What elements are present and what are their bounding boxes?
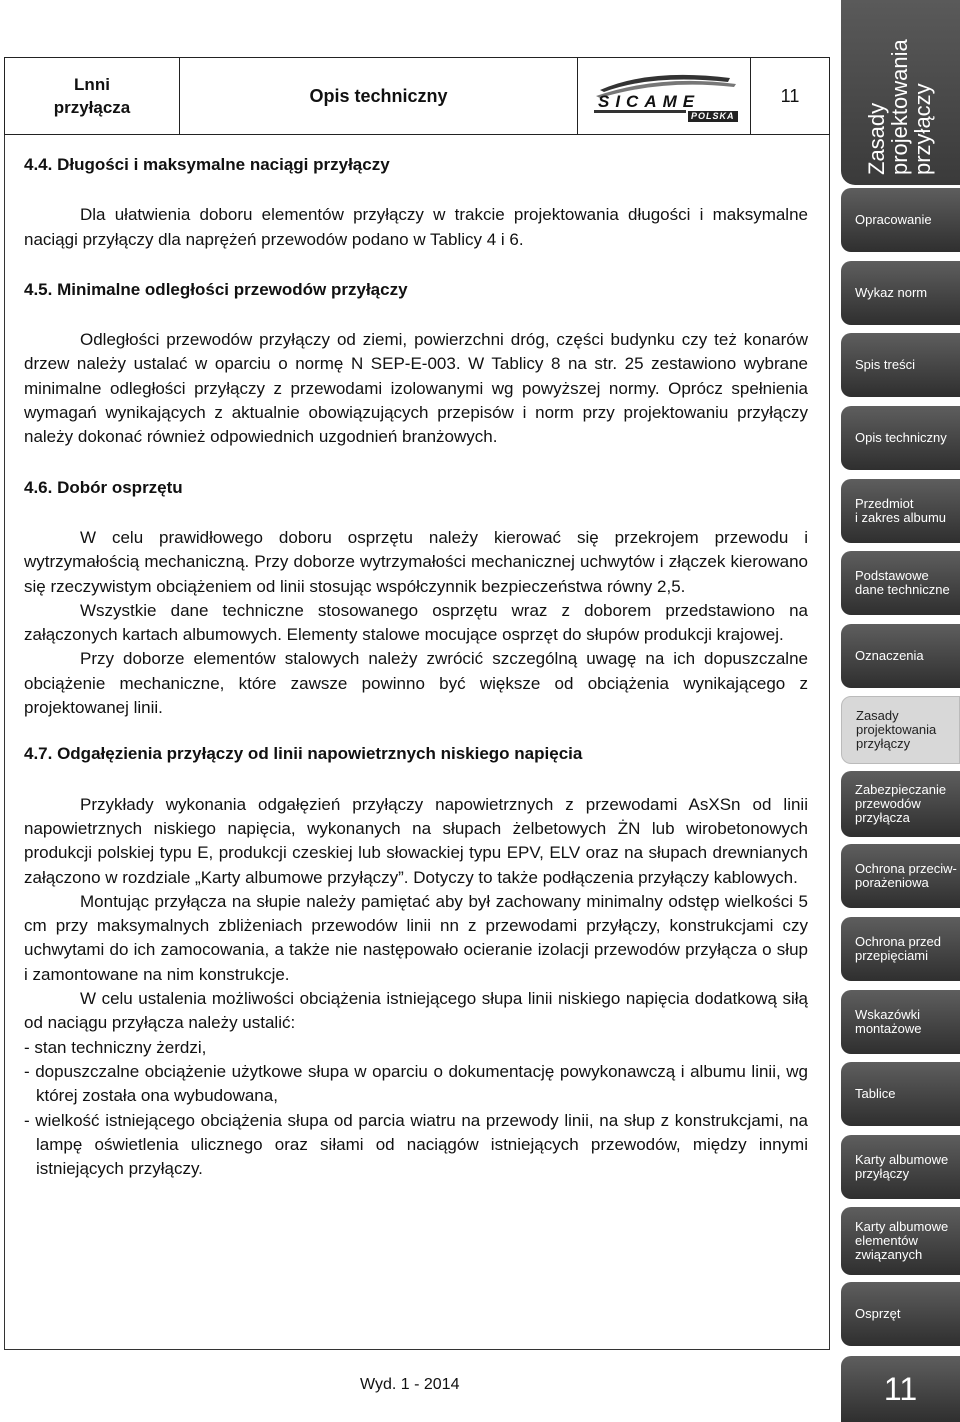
section-4-6-paragraph-3: Przy doborze elementów stalowych należy zwrócić szczególną uwagę na ich dopuszczalne obciążenie mechaniczne, które zawsze powinno być większe od obciążenia wynikającego z projektowanej linii. [24,649,808,718]
sidebar-title-line3: przyłączy [910,83,935,175]
header-logo-cell [578,58,751,134]
page-header [4,57,830,135]
header-title: Opis techniczny [180,58,578,134]
section-4-7-paragraph-2: Montując przyłącza na słupie należy pamiętać aby był zachowany minimalny odstęp wielkości 5 cm przy maksymalnych zbliżeniach przewodów linii nn z przewodami przyłączy, konstrukcjami czy uchwytami do ich zamocowania, a także nie następowało ocieranie izolacji przewodów przyłącza o słup i zamontowane na nim konstrukcje. [24,891,808,984]
tab-label: Wykaz norm [855,285,928,300]
sidebar-tab[interactable] [841,1207,960,1275]
sidebar-tab[interactable] [841,406,960,470]
logo-text: SICAME [598,92,701,111]
tab-label: Zasady [856,708,899,723]
tab-label: Osprzęt [855,1306,901,1321]
tab-label: Karty albumowe [855,1219,949,1234]
header-left-line2: przyłącza [53,98,131,117]
list-item: - stan techniczny żerdzi, [24,1037,207,1057]
tab-label: dane techniczne [855,582,950,597]
sidebar-title-line2: projektowania [887,39,912,175]
sicame-logo [590,70,738,122]
tab-label: elementów [855,1233,918,1248]
tab-label: przyłączy [855,1166,910,1181]
tab-label: Spis treści [855,357,915,372]
frame-right [829,135,830,1350]
section-4-7-paragraph-1: Przykłady wykonania odgałęzień przyłączy napowietrznych z przewodami AsXSn od linii napowietrznych niskiego napięcia, wykonanych na słupach żelbetowych ŻN lub wirobetonowych produkcji polskiej typu E, produkcji czeskiej lub słowackiej typu EPV, ELV oraz na słupach drewnianych załączono w rozdziale „Karty albumowe przyłączy”. Dotyczy to także podłączenia przyłączy kablowych. [24,794,808,887]
sidebar-tab[interactable] [841,1135,960,1199]
sidebar-tab[interactable] [841,188,960,252]
footer-edition: Wyd. 1 - 2014 [360,1376,460,1393]
sidebar-tab-active[interactable] [841,696,960,764]
tab-label: Przedmiot [855,496,914,511]
tab-label: porażeniowa [855,875,929,890]
tab-label: Karty albumowe [855,1152,949,1167]
sidebar-tab[interactable] [841,844,960,908]
tab-label: Ochrona przed [855,934,941,949]
tab-label: i zakres albumu [855,510,947,525]
section-4-6-paragraph-1: W celu prawidłowego doboru osprzętu należy kierować się przekrojem przewodu i wytrzymałością mechaniczną. Przy doborze wytrzymałości mechanicznej uchwytów i złączek kierowano się rzeczywistym obciążeniem od linii stosując współczynnik bezpieczeństwa równy 2,5. [24,527,808,596]
tab-label: przyłącza [855,810,910,825]
frame-bottom [4,1349,830,1350]
sidebar-vertical-title [865,39,934,175]
sidebar-header [841,0,960,185]
tab-label: montażowe [855,1021,922,1036]
header-page-number: 11 [780,85,800,106]
tab-label: Zabezpieczanie [855,782,947,797]
section-4-4-paragraph: Dla ułatwienia doboru elementów przyłączy w trakcie projektowania długości i maksymalne naciągi przyłączy dla naprężeń przewodów podano w Tablicy 4 i 6. [24,205,808,249]
sidebar-tab[interactable] [841,551,960,615]
sidebar-title-line1: Zasady [864,102,889,175]
section-4-7-paragraph-3: W celu ustalenia możliwości obciążenia istniejącego słupa linii niskiego napięcia dodatkową siłą od naciągu przyłącza należy ustalić: [24,989,808,1033]
section-4-4-heading: 4.4. Długości i maksymalne naciągi przyłączy [24,155,390,174]
tab-label: Podstawowe [855,568,929,583]
header-left-line1: Lnni [74,75,110,94]
tab-label: przewodów [855,796,921,811]
tab-label: Wskazówki [855,1007,921,1022]
section-4-6-heading: 4.6. Dobór osprzętu [24,477,183,497]
tab-label: Opracowanie [855,212,932,227]
sidebar-tab[interactable] [841,479,960,543]
sidebar-tab[interactable] [841,917,960,981]
section-4-5-heading: 4.5. Minimalne odległości przewodów przyłączy [24,279,408,299]
tab-label: przyłączy [856,736,911,751]
sidebar-tab[interactable] [841,261,960,325]
sidebar-tab[interactable] [841,333,960,397]
section-4-5-paragraph: Odległości przewodów przyłączy od ziemi, powierzchni dróg, części budynku czy też konarów drzew należy ustalać w oparciu o normę N SEP-E-003. W Tablicy 8 na str. 25 zestawiono wybrane minimalne odległości przyłączy z przewodami izolowanymi wg powyższej normy. Oprócz spełnienia wymagań wynikających z aktualnie obowiązujących przepisów i norm przy projektowaniu przyłączy należy dokonać również odpowiednich uzgodnień branżowych. [24,330,808,447]
tab-label: projektowania [856,722,937,737]
section-4-7-heading: 4.7. Odgałęzienia przyłączy od linii napowietrznych niskiego napięcia [24,744,583,764]
sidebar-page-number: 11 [841,1356,960,1422]
header-section-label [5,58,180,134]
list-item: - wielkość istniejącego obciążenia słupa od parcia wiatru na przewody linii, na słup z konstrukcjami, na lampę oświetlenia ulicznego oraz siłami od naciągów istniejących przewodów, między innymi istniejących przyłączy. [24,1110,808,1179]
tab-label: Ochrona przeciw- [855,861,957,876]
sidebar-tab[interactable] [841,771,960,837]
frame-left [4,135,5,1350]
main-content [24,150,808,1181]
tab-label: Tablice [855,1086,896,1101]
tab-label: Opis techniczny [855,430,947,445]
sidebar-tab[interactable] [841,990,960,1054]
tab-label: Oznaczenia [855,648,924,663]
tab-label: związanych [855,1247,923,1262]
logo-subtext: POLSKA [688,111,738,122]
sidebar-tab[interactable] [841,1282,960,1346]
section-4-6-paragraph-2: Wszystkie dane techniczne stosowanego osprzętu wraz z doborem przedstawiono na załączonych kartach albumowych. Elementy stalowe mocujące osprzęt do słupów produkcji krajowej. [24,600,808,645]
tab-label: przepięciami [855,948,928,963]
list-item: - dopuszczalne obciążenie użytkowe słupa w oparciu o dokumentację powykonawczą i albumu linii, wg której została ona wybudowana, [24,1061,808,1106]
sidebar-tab[interactable] [841,1062,960,1126]
sidebar-tab[interactable] [841,624,960,688]
